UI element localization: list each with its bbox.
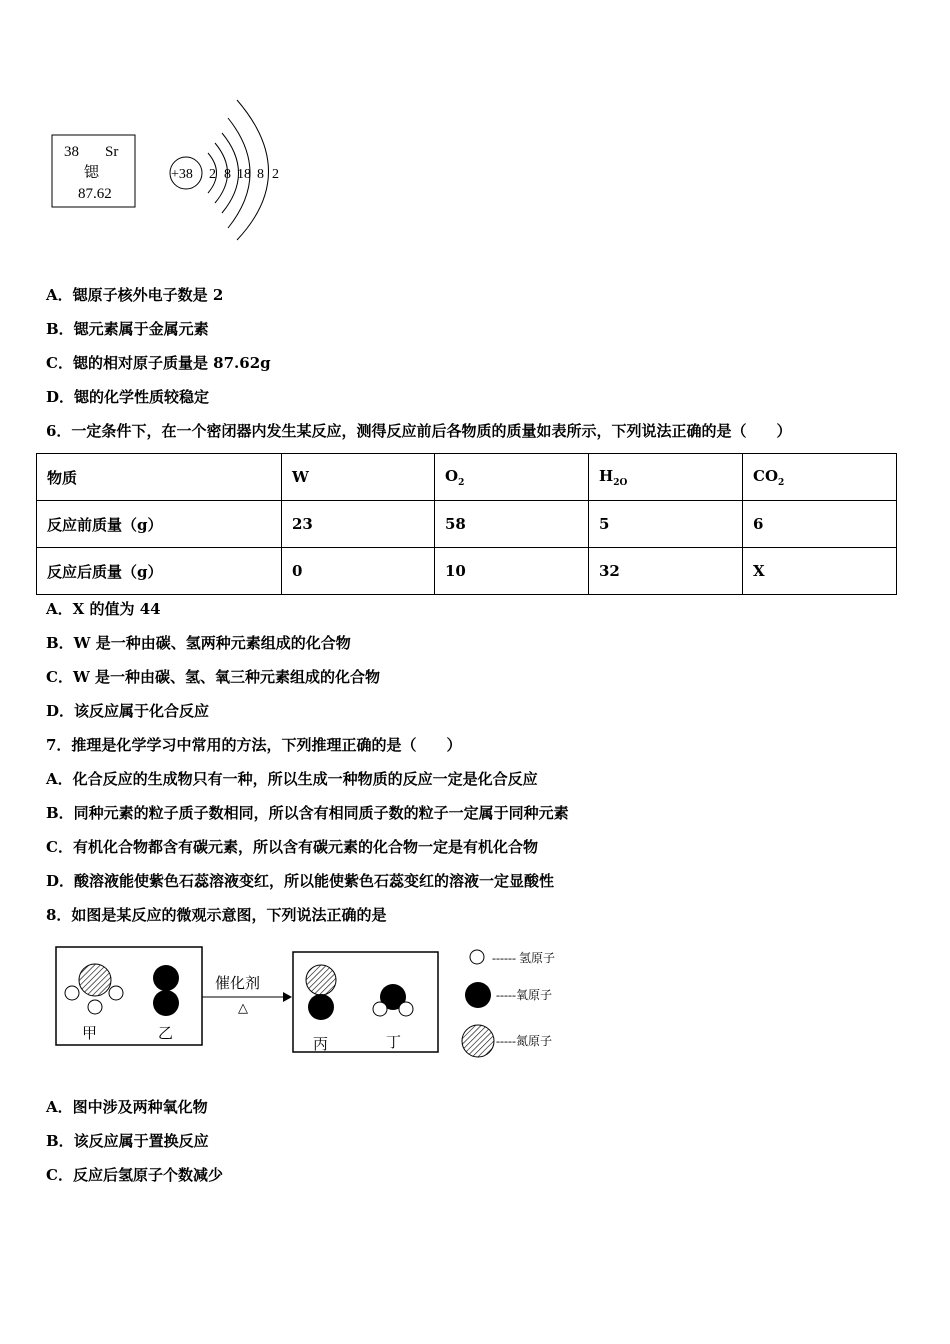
q5-option-a: A．锶原子核外电子数是 2 <box>46 286 224 304</box>
reaction-diagram <box>40 940 580 1065</box>
q7-option-a: A．化合反应的生成物只有一种，所以生成一种物质的反应一定是化合反应 <box>46 770 538 788</box>
q5-option-c: C．锶的相对原子质量是 87.62g <box>46 354 271 372</box>
cell: 23 <box>282 501 435 548</box>
cell: 5 <box>589 501 743 548</box>
cell: 6 <box>743 501 897 548</box>
header-sub: 2 <box>458 477 465 488</box>
legend-oxygen-icon <box>465 982 491 1008</box>
element-name: 锶 <box>84 165 100 181</box>
label-ding: 丁 <box>386 1035 402 1051</box>
q5-option-d: D．锶的化学性质较稳定 <box>46 388 210 406</box>
q8-stem: 8．如图是某反应的微观示意图，下列说法正确的是 <box>46 906 387 924</box>
catalyst-label: 催化剂 <box>215 976 261 992</box>
hydrogen-atom <box>399 1002 413 1016</box>
hydrogen-atom <box>88 1000 102 1014</box>
hydrogen-atom <box>65 986 79 1000</box>
header-cell: W <box>282 454 435 501</box>
q6-stem: 6．一定条件下，在一个密闭器内发生某反应，测得反应前后各物质的质量如表所示，下列说法正确的是（ ） <box>46 422 792 440</box>
oxygen-atom <box>153 965 179 991</box>
q6-option-d: D．该反应属于化合反应 <box>46 702 210 720</box>
shell-2: 8 <box>224 167 231 182</box>
q7-option-c: C．有机化合物都含有碳元素，所以含有碳元素的化合物一定是有机化合物 <box>46 838 538 856</box>
header-text: CO <box>753 466 779 485</box>
label-bing: 丙 <box>313 1037 329 1053</box>
legend-hydrogen: ------ 氢原子 <box>492 951 555 965</box>
header-cell <box>435 454 589 501</box>
legend-oxygen: -----氧原子 <box>496 988 552 1002</box>
heat-symbol: △ <box>238 1000 248 1015</box>
cell: 0 <box>282 548 435 595</box>
element-symbol: Sr <box>105 144 119 160</box>
mass-table <box>36 453 897 595</box>
legend-nitrogen-icon <box>462 1025 494 1057</box>
oxygen-atom <box>153 990 179 1016</box>
header-cell <box>743 454 897 501</box>
label-jia: 甲 <box>82 1026 98 1042</box>
oxygen-atom <box>308 994 334 1020</box>
table-header-row <box>37 454 897 501</box>
cell: X <box>743 548 897 595</box>
hydrogen-atom <box>109 986 123 1000</box>
hydrogen-atom <box>373 1002 387 1016</box>
strontium-figure <box>40 90 300 250</box>
q7-option-b: B．同种元素的粒子质子数相同，所以含有相同质子数的粒子一定属于同种元素 <box>46 804 569 822</box>
q6-option-b: B．W 是一种由碳、氢两种元素组成的化合物 <box>46 634 351 652</box>
legend-nitrogen: -----氮原子 <box>496 1034 552 1048</box>
legend-hydrogen-icon <box>470 950 484 964</box>
nitrogen-atom <box>79 964 111 996</box>
cell: 32 <box>589 548 743 595</box>
table-row <box>37 548 897 595</box>
header-sub: 2 <box>778 477 785 488</box>
table-row <box>37 501 897 548</box>
q8-option-a: A．图中涉及两种氧化物 <box>46 1098 208 1116</box>
q7-stem: 7．推理是化学学习中常用的方法，下列推理正确的是（ ） <box>46 736 462 754</box>
shell-4: 8 <box>257 167 264 182</box>
q7-option-d: D．酸溶液能使紫色石蕊溶液变红，所以能使紫色石蕊变红的溶液一定显酸性 <box>46 872 555 890</box>
atomic-mass: 87.62 <box>78 186 112 202</box>
arrow-head-icon <box>283 992 292 1002</box>
label-yi: 乙 <box>158 1026 174 1042</box>
header-sub: 2O <box>613 477 628 488</box>
nitrogen-atom <box>306 965 336 995</box>
q8-option-b: B．该反应属于置换反应 <box>46 1132 209 1150</box>
nucleus-charge: +38 <box>171 167 193 182</box>
cell: 58 <box>435 501 589 548</box>
q8-option-c: C．反应后氢原子个数减少 <box>46 1166 223 1184</box>
shell-3: 18 <box>237 167 251 182</box>
cell: 10 <box>435 548 589 595</box>
header-text: O <box>445 466 459 485</box>
q5-option-b: B．锶元素属于金属元素 <box>46 320 209 338</box>
shell-1: 2 <box>209 167 216 182</box>
header-text: H <box>599 466 614 485</box>
shell-5: 2 <box>272 167 279 182</box>
q6-option-c: C．W 是一种由碳、氢、氧三种元素组成的化合物 <box>46 668 381 686</box>
cell: 反应前质量（g） <box>37 501 282 548</box>
cell: 反应后质量（g） <box>37 548 282 595</box>
atomic-number: 38 <box>64 144 79 160</box>
header-cell: 物质 <box>37 454 282 501</box>
q6-option-a: A．X 的值为 44 <box>46 600 161 618</box>
header-cell <box>589 454 743 501</box>
